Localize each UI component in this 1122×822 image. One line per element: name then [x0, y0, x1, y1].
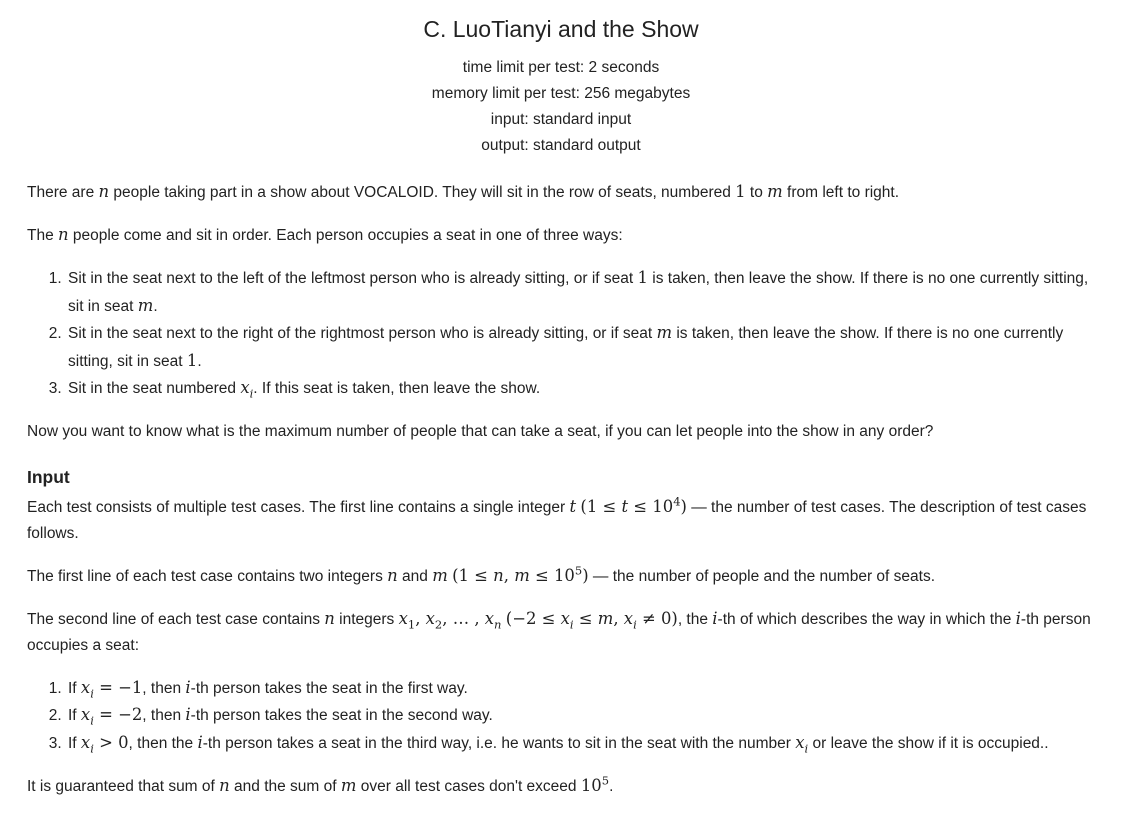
- math-variable: i: [1015, 608, 1021, 628]
- paragraph: The first line of each test case contains two integers n and m (1 ≤ n, $m \le 10^5$) — the number of people and the number of seats.: [27, 563, 936, 585]
- ordered-list: [27, 675, 1095, 758]
- list-item: 3. If $x_i > 0$, then the i-th person takes a seat in the third way, i.e. he wants to sit in the seat with the number $x_i$ or leave the show if it is occupied..: [66, 730, 1095, 758]
- math-variable: $x_i$: [80, 732, 94, 755]
- math-number: ≤ $10^4$: [628, 494, 681, 516]
- math-variable: $x_i$: [240, 378, 254, 401]
- math-number: ,: [613, 608, 624, 628]
- problem-title: C. LuoTianyi and the Show: [423, 16, 699, 42]
- math-number: = −2: [93, 705, 143, 724]
- math-number: , … ,: [442, 608, 485, 628]
- math-number: 1: [735, 182, 746, 201]
- math-variable: $x_i$: [795, 732, 809, 755]
- paragraph: Now you want to know what is the maximum number of people that can take a seat, if you can let people into the show in any order?: [27, 422, 934, 440]
- math-number: (1 ≤: [580, 496, 622, 516]
- math-number: $10^5$: [580, 773, 610, 795]
- math-variable: $x_i$: [80, 677, 94, 700]
- memory-limit: memory limit per test: 256 megabytes: [431, 85, 691, 102]
- math-variable: n: [387, 565, 398, 585]
- problem-statement: [27, 179, 1095, 800]
- math-variable: n: [98, 182, 110, 201]
- math-number: ≤: [573, 608, 598, 628]
- math-variable: n: [324, 608, 335, 628]
- time-limit: time limit per test: 2 seconds: [462, 59, 660, 76]
- paragraph: It is guaranteed that sum of n and the sum of m over all test cases don't exceed $10^5$.: [27, 773, 614, 795]
- math-variable: n: [493, 565, 504, 585]
- math-variable: m: [597, 608, 614, 628]
- math-variable: n: [58, 225, 69, 244]
- math-variable: t: [569, 496, 577, 516]
- math-number: > 0: [93, 732, 129, 752]
- list-item: 3. Sit in the seat numbered $x_i$. If this seat is taken, then leave the show.: [66, 375, 1095, 403]
- math-variable: $x_i$: [623, 608, 637, 631]
- list-item: 2. Sit in the seat next to the right of the rightmost person who is already sitting, or if seat m is taken, then leave the show. If there is no one currently sitting, sit in seat 1.: [66, 320, 1095, 375]
- math-number: 1: [637, 268, 648, 287]
- math-variable: m: [340, 776, 357, 795]
- section-heading-input: Input: [27, 466, 70, 487]
- paragraph: The n people come and sit in order. Each person occupies a seat in one of three ways:: [27, 225, 623, 244]
- problem-limits: [27, 55, 1095, 159]
- math-variable: m: [767, 182, 783, 201]
- math-variable: t: [621, 496, 629, 516]
- math-number: 1: [186, 350, 198, 370]
- math-number: ,: [415, 608, 426, 628]
- list-item: 2. If $x_i = -2$, then i-th person takes the seat in the second way.: [66, 702, 1095, 730]
- list-item: 1. If $x_i = -1$, then i-th person takes the seat in the first way.: [66, 675, 1095, 703]
- math-number: = −1: [93, 677, 143, 697]
- math-number: ≤ $10^5$: [529, 563, 583, 585]
- math-number: ): [680, 496, 687, 516]
- list-item: 1. Sit in the seat next to the left of the leftmost person who is already sitting, or if seat 1 is taken, then leave the show. If there is no one currently sitting, sit in seat m.: [66, 265, 1095, 320]
- paragraph: The second line of each test case contains n integers $x_1$, $x_2$, … , $x_n$ ($-2 \le x_i \le m$, $x_i \ne 0$), the i-th of which describes the way in which the i-th person occupies a seat:: [27, 608, 1091, 654]
- math-variable: i: [185, 705, 191, 724]
- math-variable: i: [197, 732, 203, 752]
- math-number: ): [582, 565, 589, 585]
- math-variable: n: [219, 776, 230, 795]
- math-variable: $x_i$: [560, 608, 574, 631]
- math-number: ,: [503, 565, 515, 585]
- math-variable: m: [656, 323, 673, 342]
- math-variable: $x_2$: [425, 608, 443, 631]
- math-variable: $x_1$: [398, 608, 416, 631]
- math-number: (1 ≤: [452, 565, 494, 585]
- paragraph: Each test consists of multiple test cases. The first line contains a single integer t $(1 \le t \le 10^4)$ — the number of test cases. The description of test cases follows.: [27, 494, 1087, 542]
- math-variable: i: [712, 608, 718, 628]
- math-number: (−2 ≤: [505, 608, 561, 628]
- math-variable: $x_n$: [484, 608, 502, 631]
- math-variable: $x_i$: [80, 705, 94, 728]
- math-variable: m: [432, 565, 448, 585]
- problem-page: [0, 16, 1122, 800]
- math-variable: m: [137, 295, 154, 315]
- output-spec: output: standard output: [481, 137, 641, 154]
- math-variable: m: [514, 565, 530, 585]
- paragraph: There are n people taking part in a show about VOCALOID. They will sit in the row of seats, numbered 1 to m from left to right.: [27, 182, 900, 201]
- math-number: ≠ 0): [636, 608, 678, 628]
- ordered-list: [27, 265, 1095, 403]
- math-variable: i: [185, 677, 191, 697]
- input-spec: input: standard input: [490, 111, 632, 128]
